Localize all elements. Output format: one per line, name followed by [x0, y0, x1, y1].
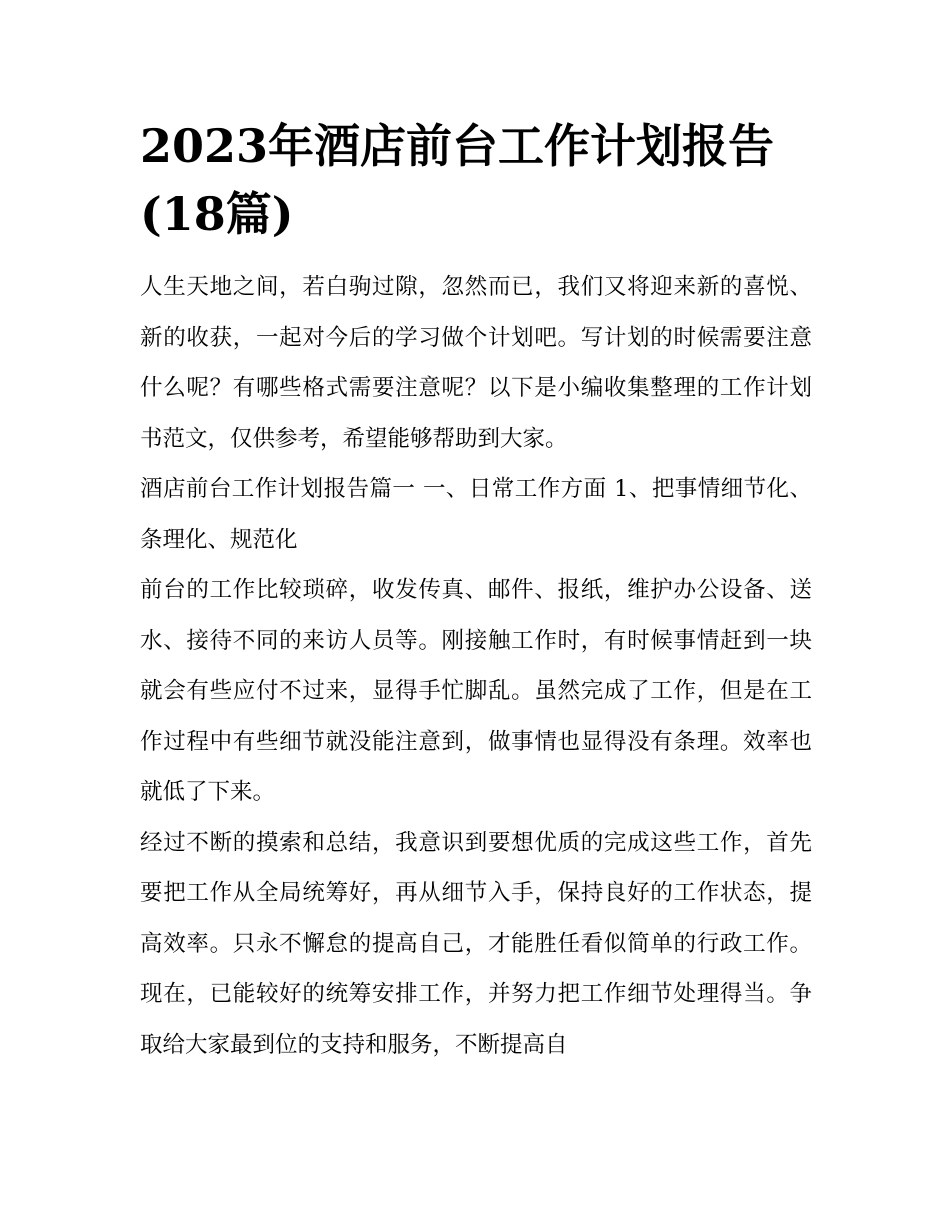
paragraph-reception-duties: 前台的工作比较琐碎，收发传真、邮件、报纸，维护办公设备、送水、接待不同的来访人员等。刚接触工作时，有时候事情赶到一块就会有些应付不过来，显得手忙脚乱。虽然完成了工作，但是在工作过程中有些细节就没能注意到，做事情也显得没有条理。效率也就低了下来。: [140, 577, 812, 805]
document-body: [140, 112, 812, 1070]
paragraph-section-heading: 酒店前台工作计划报告篇一 一、日常工作方面 1、把事情细节化、条理化、规范化: [140, 476, 812, 553]
paragraph-improvement: 经过不断的摸索和总结，我意识到要想优质的完成这些工作，首先要把工作从全局统筹好，再从细节入手，保持良好的工作状态，提高效率。只永不懈怠的提高自己，才能胜任看似简单的行政工作。现在，已能较好的统筹安排工作，并努力把工作细节处理得当。争取给大家最到位的支持和服务，不断提高自: [140, 829, 812, 1058]
document-title: 2023年酒店前台工作计划报告(18篇): [140, 119, 775, 241]
paragraph-intro: 人生天地之间，若白驹过隙，忽然而已，我们又将迎来新的喜悦、新的收获，一起对今后的学习做个计划吧。写计划的时候需要注意什么呢？有哪些格式需要注意呢？以下是小编收集整理的工作计划书范文，仅供参考，希望能够帮助到大家。: [140, 274, 812, 452]
